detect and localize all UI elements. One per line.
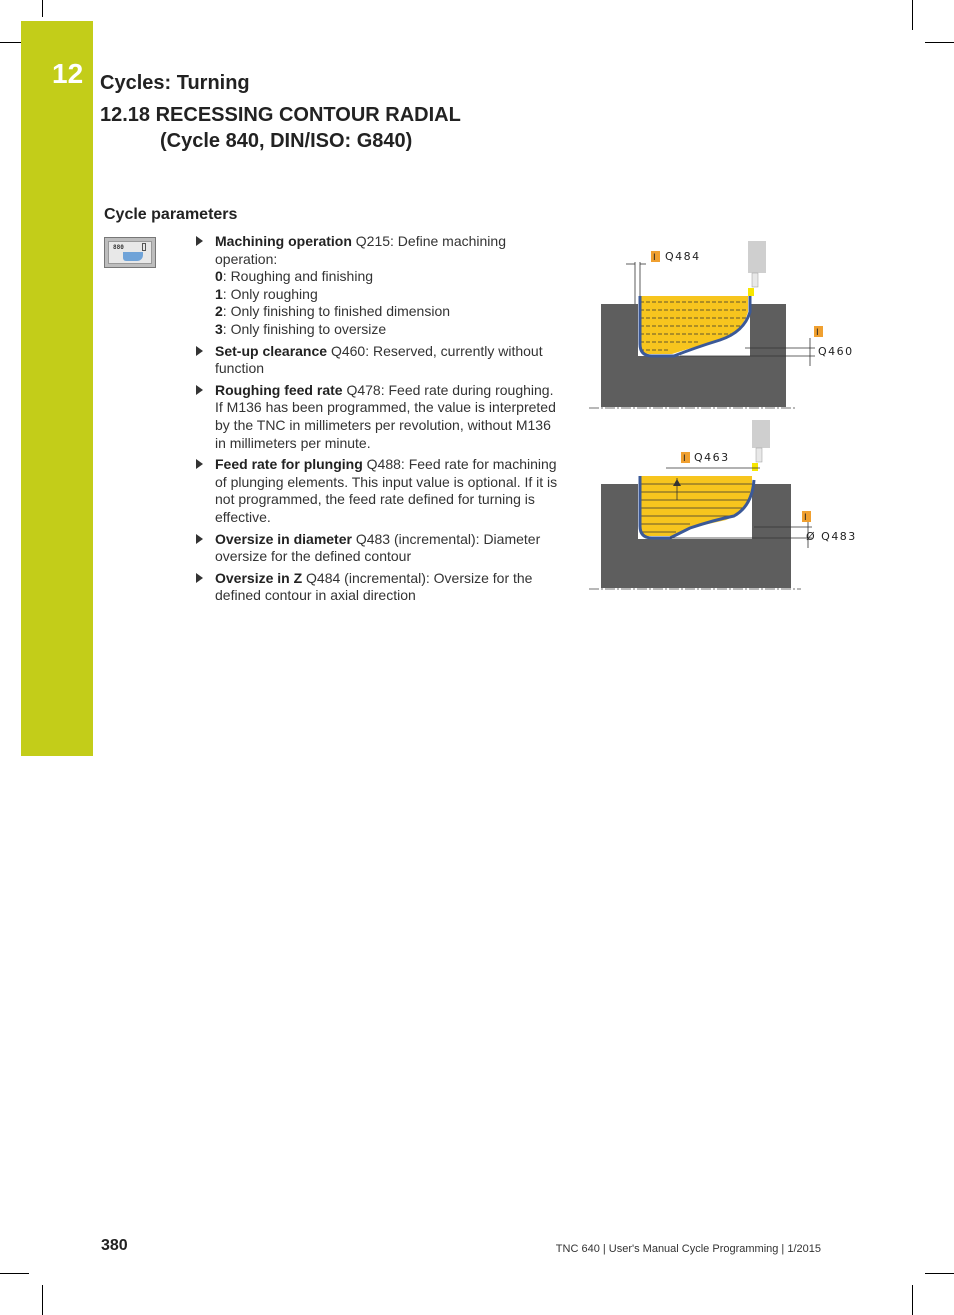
param-name: Oversize in diameter xyxy=(215,530,352,547)
diagram-top xyxy=(589,241,854,408)
param-text: Q488: Feed rate for machining of plunging elements. This input value is optional. If it is not programmed, the feed rate defined for turning is effective. xyxy=(215,456,558,525)
param-text: Q478: Feed rate during roughing. If M136 has been programmed, the value is interpreted by the TNC in millimeters per revolution, without M136 in millimeters per minute. xyxy=(215,381,556,451)
crop-mark xyxy=(925,1273,954,1274)
chapter-title: Cycles: Turning xyxy=(100,72,250,94)
crop-mark xyxy=(912,0,913,30)
diagram-bottom xyxy=(589,420,855,589)
crop-mark xyxy=(912,1285,913,1315)
softkey-label: 880 xyxy=(113,244,124,251)
param-name: Set-up clearance xyxy=(215,342,328,359)
option: 3: Only finishing to oversize xyxy=(215,320,387,337)
param-text: Q460: Reserved, currently without function xyxy=(215,342,543,377)
param-text: Q484 (incremental): Oversize for the defined contour in axial direction xyxy=(215,569,533,604)
crop-mark xyxy=(0,42,21,43)
label-q483: Ø Q483 xyxy=(806,530,855,543)
param-name: Machining operation xyxy=(215,233,352,249)
param-item xyxy=(196,382,564,452)
marker-label: I xyxy=(804,513,807,523)
triangle-bullet-icon xyxy=(196,459,203,469)
parameter-list xyxy=(196,233,564,609)
label-q460: Q460 xyxy=(818,345,854,358)
triangle-bullet-icon xyxy=(196,573,203,583)
option: 1: Only roughing xyxy=(215,285,318,302)
chapter-number: 12 xyxy=(52,58,84,89)
tool-holder xyxy=(748,241,766,273)
param-item xyxy=(196,570,564,605)
section-subtitle: (Cycle 840, DIN/ISO: G840) xyxy=(160,130,413,152)
crop-mark xyxy=(0,1273,29,1274)
triangle-bullet-icon xyxy=(196,534,203,544)
page-number: 380 xyxy=(101,1237,128,1254)
param-name: Feed rate for plunging xyxy=(215,456,363,473)
triangle-bullet-icon xyxy=(196,385,203,395)
option: 0: Roughing and finishing xyxy=(215,268,374,285)
option: 2: Only finishing to finished dimension xyxy=(215,303,451,320)
triangle-bullet-icon xyxy=(196,346,203,356)
param-item xyxy=(196,456,564,526)
param-name: Roughing feed rate xyxy=(215,381,343,398)
param-text: Q483 (incremental): Diameter oversize for the defined contour xyxy=(215,530,541,565)
marker-label: I xyxy=(816,328,819,338)
param-item xyxy=(196,531,564,566)
param-item xyxy=(196,343,564,378)
tool-holder xyxy=(752,420,770,448)
chapter-sidebar xyxy=(21,21,93,756)
label-q463: Q463 xyxy=(694,451,730,464)
label-q484: Q484 xyxy=(665,250,701,263)
crop-mark xyxy=(925,42,954,43)
param-item xyxy=(196,233,564,339)
cycle-parameters-heading: Cycle parameters xyxy=(104,206,238,223)
cycle-softkey-icon xyxy=(104,237,156,268)
triangle-bullet-icon xyxy=(196,236,203,246)
param-text: Q215: Define machining operation: xyxy=(215,233,506,267)
param-name: Oversize in Z xyxy=(215,569,303,586)
section-title: 12.18 RECESSING CONTOUR RADIAL xyxy=(100,104,461,126)
crop-mark xyxy=(42,1285,43,1315)
marker-label: I xyxy=(653,253,656,263)
cycle-diagram xyxy=(585,235,855,615)
marker-label: I xyxy=(683,454,686,464)
footer-text: TNC 640 | User's Manual Cycle Programming | 1/2015 xyxy=(555,1243,821,1255)
crop-mark xyxy=(42,0,43,17)
